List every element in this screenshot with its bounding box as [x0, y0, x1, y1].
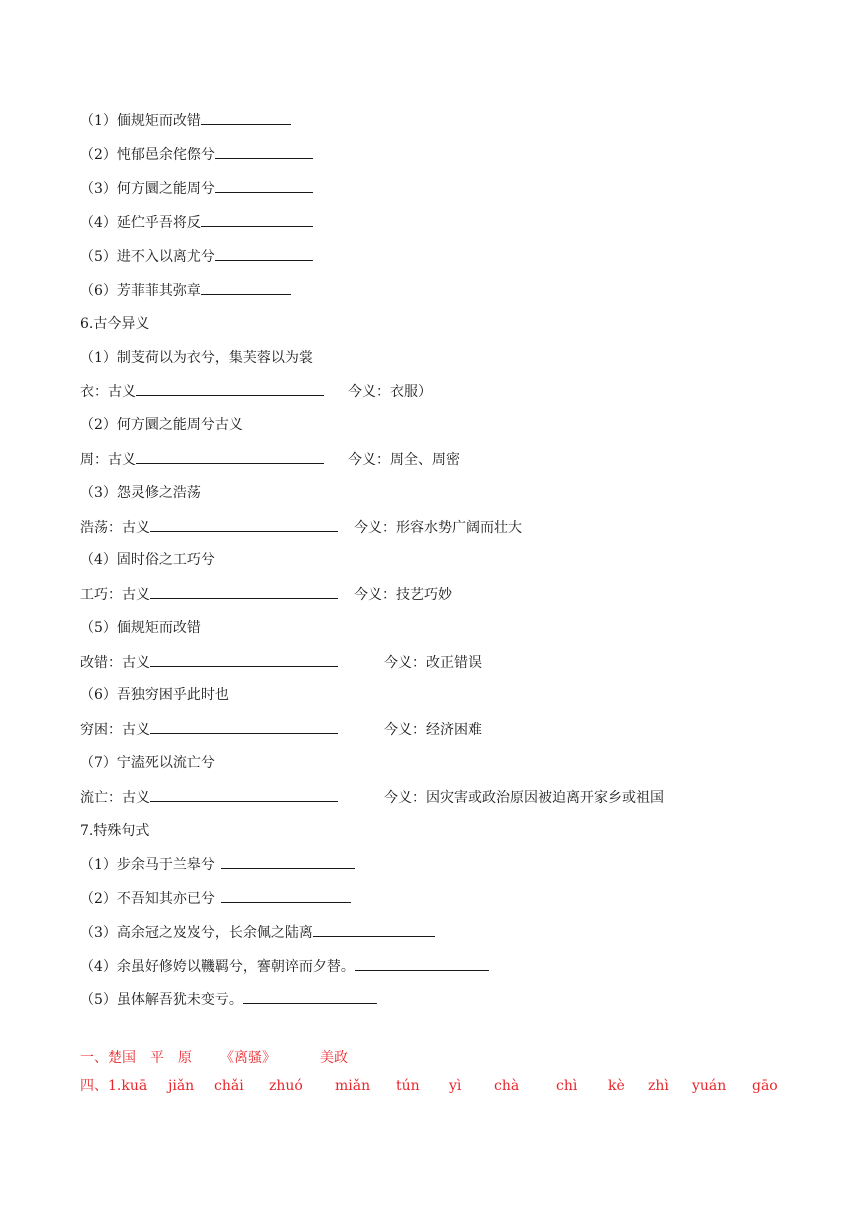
answer-blank[interactable] — [355, 956, 489, 971]
answer-blank[interactable] — [136, 449, 324, 464]
answer-blank[interactable] — [136, 381, 324, 396]
q6-sentence-3: （3）怨灵修之浩荡 — [80, 485, 201, 501]
q7-item-2: （2）不吾知其亦已兮 — [80, 888, 351, 909]
q7-item-4: （4）余虽好修姱以鞿羁兮，謇朝谇而夕替。 — [80, 956, 489, 977]
answer-blank[interactable] — [150, 584, 338, 599]
q5-item-2: （2）忳郁邑余侘傺兮 — [80, 144, 313, 165]
q5-item-3: （3）何方圜之能周兮 — [80, 178, 313, 199]
q6-sentence-2: （2）何方圜之能周兮古义 — [80, 417, 243, 433]
answer-blank[interactable] — [201, 212, 313, 227]
answer-blank[interactable] — [150, 719, 338, 734]
q7-item-1: （1）步余马于兰皋兮 — [80, 854, 355, 875]
q6-row-4: 工巧：古义 今义：技艺巧妙 — [80, 584, 452, 605]
q6-row-2: 周：古义 今义：周全、周密 — [80, 449, 460, 470]
q5-item-4: （4）延伫乎吾将反 — [80, 212, 313, 233]
q7-item-3: （3）高余冠之岌岌兮，长余佩之陆离 — [80, 922, 435, 943]
answer-blank[interactable] — [313, 922, 435, 937]
q6-row-7: 流亡：古义 今义：因灾害或政治原因被迫离开家乡或祖国 — [80, 787, 664, 808]
q5-item-5: （5）进不入以离尤兮 — [80, 246, 313, 267]
q7-heading: 7.特殊句式 — [80, 823, 150, 839]
answer-blank[interactable] — [201, 110, 291, 125]
answer-blank[interactable] — [215, 246, 313, 261]
answer-blank[interactable] — [150, 652, 338, 667]
q6-row-1: 衣：古义 今义：衣服） — [80, 381, 432, 402]
answer-blank[interactable] — [215, 144, 313, 159]
answer-blank[interactable] — [201, 280, 291, 295]
answer-blank[interactable] — [150, 517, 338, 532]
answer-blank[interactable] — [243, 989, 377, 1004]
q6-row-6: 穷困：古义 今义：经济困难 — [80, 719, 482, 740]
q5-item-1: （1）偭规矩而改错 — [80, 110, 291, 131]
answer-blank[interactable] — [150, 787, 338, 802]
q6-sentence-7: （7）宁溘死以流亡兮 — [80, 755, 215, 771]
q6-sentence-4: （4）固时俗之工巧兮 — [80, 552, 215, 568]
answer-blank[interactable] — [221, 854, 355, 869]
q6-sentence-1: （1）制芰荷以为衣兮，集芙蓉以为裳 — [80, 350, 313, 366]
answer-line-2: 四、1.kuā jiǎn chǎi zhuó miǎn tún yì chà chì kè zhì yuán gāo — [80, 1078, 778, 1094]
q6-row-3: 浩荡：古义 今义：形容水势广阔而壮大 — [80, 517, 522, 538]
q6-heading: 6.古今异义 — [80, 316, 150, 332]
q6-sentence-6: （6）吾独穷困乎此时也 — [80, 687, 229, 703]
q6-sentence-5: （5）偭规矩而改错 — [80, 620, 201, 636]
q6-row-5: 改错：古义 今义：改正错误 — [80, 652, 482, 673]
q5-item-6: （6）芳菲菲其弥章 — [80, 280, 291, 301]
q7-item-5: （5）虽体解吾犹未变亏。 — [80, 989, 377, 1010]
answer-blank[interactable] — [215, 178, 313, 193]
answer-blank[interactable] — [221, 888, 351, 903]
answer-line-1: 一、楚国 平 原 《离骚》 美政 — [80, 1050, 348, 1066]
